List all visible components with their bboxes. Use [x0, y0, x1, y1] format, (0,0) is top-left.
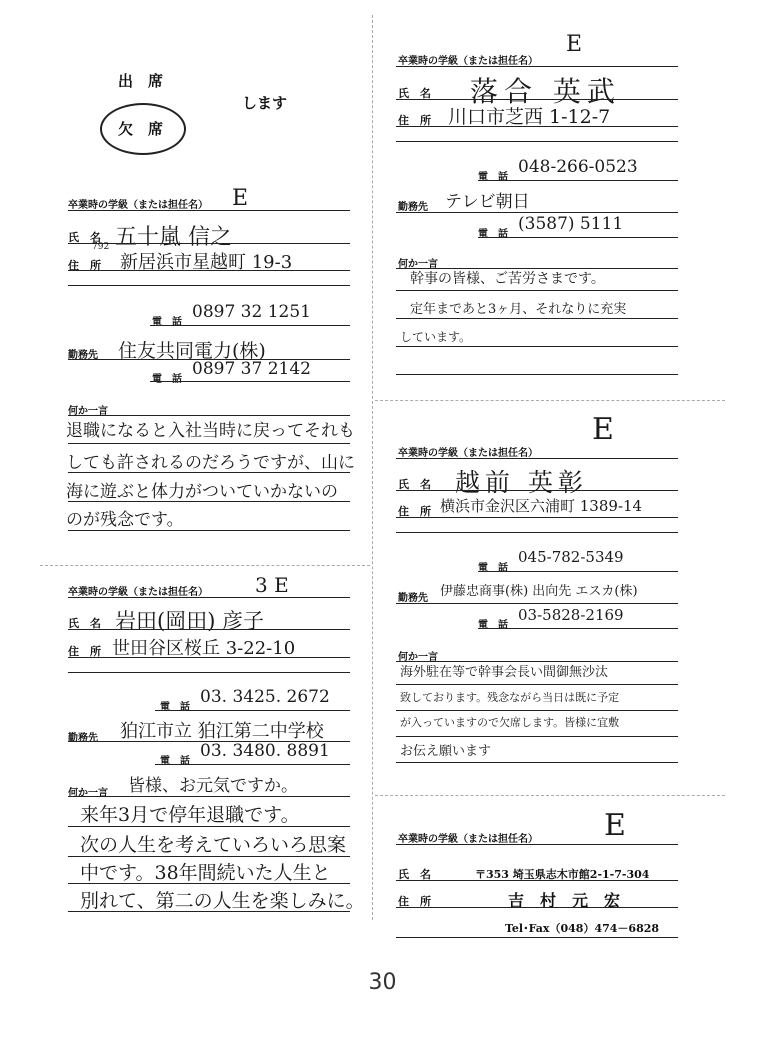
rule [478, 571, 678, 572]
rule [68, 501, 350, 502]
address-label: 住 所 [68, 645, 101, 658]
attend-option: 出 席 [118, 72, 164, 90]
address-value: 世田谷区桜丘 3-22-10 [112, 638, 296, 659]
workplace-value: 伊藤忠商事(株) 出向先 エスカ(株) [440, 584, 638, 599]
rule [68, 472, 350, 473]
workplace-label: 勤務先 [398, 593, 428, 604]
rule [396, 710, 678, 711]
message-line: 幹事の皆様、ご苦労さまです。 [410, 271, 605, 287]
phone-value: 0897 32 1251 [192, 302, 311, 322]
rule [396, 141, 678, 142]
rule [396, 532, 678, 533]
postal-prefix: 792 [92, 242, 110, 252]
rule [155, 764, 350, 765]
work-phone-value: (3587) 5111 [518, 214, 624, 234]
message-line: 次の人生を考えていろいろ思案 [80, 834, 347, 856]
rule [68, 530, 350, 531]
rule [396, 844, 678, 845]
rule [396, 126, 678, 127]
message-line: 海に遊ぶと体力がついていかないの [66, 482, 338, 502]
cut-line-left [40, 565, 370, 566]
class-label: 卒業時の学級（または担任名） [68, 587, 208, 598]
stamp-address: 〒353 埼玉県志木市館2-1-7-304 [475, 868, 650, 881]
work-phone-label: 電 話 [478, 620, 508, 631]
rule [68, 796, 350, 797]
class-label: 卒業時の学級（または担任名） [398, 56, 538, 67]
work-phone-label: 電 話 [152, 374, 182, 385]
message-label: 何か一言 [398, 259, 438, 270]
rule [396, 290, 678, 291]
phone-label: 電 話 [478, 563, 508, 574]
message-line: が入っていますので欠席します。皆様に宜敷 [400, 716, 620, 729]
rule [396, 603, 678, 604]
address-value: 新居浜市星越町 19-3 [120, 252, 293, 273]
rule [396, 490, 678, 491]
message-label: 何か一言 [398, 652, 438, 663]
rule [396, 736, 678, 737]
work-phone-value: 03. 3480. 8891 [200, 741, 330, 761]
message-line: 致しております。残念ながら当日は既に予定 [400, 691, 620, 704]
rule [68, 856, 350, 857]
rule [396, 517, 678, 518]
rule [478, 628, 678, 629]
message-line: 中です。38年間続いた人生と [80, 862, 331, 884]
rule [68, 672, 350, 673]
rule [396, 212, 678, 213]
address-value: 川口市芝西 1-12-7 [448, 106, 611, 128]
rule [478, 237, 678, 238]
rule [396, 374, 678, 375]
rule [478, 180, 678, 181]
name-label: 氏 名 [68, 617, 101, 630]
workplace-value: テレビ朝日 [445, 192, 530, 212]
rule [150, 381, 350, 382]
cut-line-right-1 [375, 400, 725, 401]
address-value: 横浜市金沢区六浦町 1389-14 [440, 497, 643, 515]
workplace-value: 住友共同電力(株) [118, 340, 266, 362]
phone-value: 03. 3425. 2672 [200, 687, 330, 707]
rule [396, 66, 678, 67]
address-label: 住 所 [398, 505, 431, 518]
rule [68, 285, 350, 286]
phone-label: 電 話 [160, 702, 190, 713]
address-label: 住 所 [398, 895, 431, 908]
workplace-value: 狛江市立 狛江第二中学校 [120, 721, 324, 742]
rule [68, 597, 350, 598]
absent-option: 欠 席 [118, 120, 164, 138]
work-phone-label: 電 話 [160, 756, 190, 767]
rule [396, 684, 678, 685]
rule [396, 762, 678, 763]
cut-line-vertical [372, 15, 373, 920]
rule [68, 270, 350, 271]
message-line: 別れて、第二の人生を楽しみに。 [80, 890, 365, 912]
rule [396, 346, 678, 347]
rule [68, 657, 350, 658]
work-phone-value: 03-5828-2169 [518, 606, 624, 624]
message-line: しても許されるのだろうですが、山に [66, 453, 355, 473]
message-line: 退職になると入社当時に戻ってそれも [66, 421, 355, 441]
name-value: 越前 英彰 [455, 468, 588, 497]
rule [68, 243, 350, 244]
address-label: 住 所 [398, 114, 431, 127]
workplace-label: 勤務先 [68, 350, 98, 361]
message-line: お伝え願います [400, 744, 492, 759]
message-line: のが残念です。 [66, 510, 184, 530]
rule [68, 629, 350, 630]
class-value: E [592, 412, 614, 447]
rule [396, 907, 678, 908]
message-line: しています。 [400, 330, 472, 344]
class-label: 卒業時の学級（または担任名） [68, 200, 208, 211]
rule [68, 911, 350, 912]
stamp-name: 吉 村 元 宏 [508, 891, 621, 910]
phone-label: 電 話 [152, 317, 182, 328]
phone-value: 045-782-5349 [518, 548, 624, 566]
class-value: 3 E [255, 573, 289, 597]
cut-line-right-2 [375, 795, 725, 796]
message-label: 何か一言 [68, 788, 108, 799]
class-value: E [604, 808, 626, 843]
class-value: E [566, 32, 583, 57]
name-value: 落合 英武 [470, 75, 621, 108]
page-number: 30 [368, 970, 397, 995]
stamp-tel: Tel･Fax（048）474－6828 [505, 922, 660, 935]
work-phone-value: 0897 37 2142 [192, 359, 311, 379]
class-label: 卒業時の学級（または担任名） [398, 834, 538, 845]
rule [396, 880, 678, 881]
name-value: 五十嵐 信之 [115, 225, 232, 250]
rule [396, 937, 678, 938]
workplace-label: 勤務先 [398, 202, 428, 213]
class-value: E [232, 186, 249, 211]
address-label: 住 所 [68, 259, 101, 272]
message-line: 皆様、お元気ですか。 [128, 776, 298, 796]
phone-value: 048-266-0523 [518, 157, 638, 177]
rule [68, 883, 350, 884]
name-value: 岩田(岡田) 彦子 [115, 609, 265, 633]
name-label: 氏 名 [398, 478, 431, 491]
name-label: 氏 名 [398, 868, 431, 881]
message-line: 定年まであと3ヶ月、それなりに充実 [410, 302, 627, 317]
rule [150, 325, 350, 326]
rule [396, 99, 678, 100]
phone-label: 電 話 [478, 172, 508, 183]
rule [396, 458, 678, 459]
rule [68, 826, 350, 827]
rule [396, 318, 678, 319]
workplace-label: 勤務先 [68, 733, 98, 744]
rule [68, 443, 350, 444]
message-line: 海外駐在等で幹事会長い間御無沙汰 [400, 665, 609, 680]
message-line: 来年3月で停年退職です。 [80, 804, 300, 826]
message-label: 何か一言 [68, 406, 108, 417]
work-phone-label: 電 話 [478, 229, 508, 240]
rule [68, 210, 350, 211]
rule [155, 710, 350, 711]
rsvp-suffix: します [242, 94, 288, 112]
name-label: 氏 名 [398, 87, 431, 100]
class-label: 卒業時の学級（または担任名） [398, 448, 538, 459]
name-label: 氏 名 [68, 231, 101, 244]
